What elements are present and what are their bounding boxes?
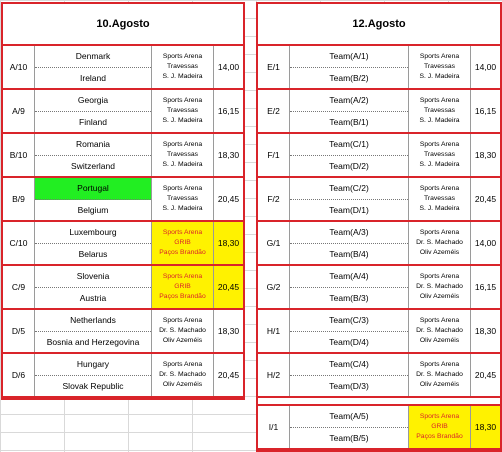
venue-line[interactable]: Oliv Azeméis [419, 337, 460, 344]
match-row [3, 90, 243, 134]
venue-line[interactable]: Oliv Azeméis [162, 337, 203, 344]
venue-line[interactable]: S. J. Madeira [419, 161, 460, 168]
match-row [258, 178, 500, 222]
venue-highlighted [409, 406, 471, 448]
venue-line[interactable]: Paços Brandão [159, 249, 206, 256]
kickoff-time[interactable]: 18,30 [471, 406, 500, 448]
venue-line[interactable]: S. J. Madeira [419, 73, 460, 80]
away-team[interactable]: Team(B/3) [329, 292, 369, 303]
venue-line[interactable]: Sports Arena [162, 185, 203, 192]
away-team[interactable]: Slovak Republic [62, 380, 124, 391]
away-team[interactable]: Team(B/4) [329, 248, 369, 259]
venue [152, 178, 214, 220]
venue [409, 46, 471, 88]
kickoff-time[interactable]: 14,00 [474, 62, 497, 72]
venue-highlighted [152, 266, 214, 308]
kickoff-time[interactable]: 14,00 [217, 62, 240, 72]
venue-line[interactable]: S. J. Madeira [419, 205, 460, 212]
home-team-selected[interactable]: Portugal [35, 178, 151, 200]
match-row [3, 222, 243, 266]
match-row [258, 134, 500, 178]
away-team[interactable]: Team(D/4) [329, 336, 369, 347]
venue-line[interactable]: Oliv Azeméis [419, 293, 460, 300]
venue-line[interactable]: Travessas [423, 195, 456, 202]
home-team[interactable]: Romania [35, 134, 151, 156]
venue-line[interactable]: Sports Arena [419, 185, 460, 192]
match-row [3, 354, 243, 398]
match-code[interactable]: D/6 [3, 354, 35, 396]
away-team[interactable]: Team(D/2) [329, 160, 369, 171]
venue-line[interactable]: Sports Arena [162, 361, 203, 368]
match-code[interactable]: H/2 [258, 354, 290, 396]
away-team[interactable]: Team(B/1) [329, 116, 369, 127]
day-title[interactable]: 10.Agosto [3, 4, 243, 46]
home-team[interactable]: Team(C/1) [290, 134, 408, 156]
away-team[interactable]: Team(D/1) [329, 204, 369, 215]
home-team[interactable]: Slovenia [35, 266, 151, 288]
venue-line[interactable]: Dr. S. Machado [416, 327, 463, 334]
venue-line[interactable]: Sports Arena [419, 53, 460, 60]
kickoff-time[interactable]: 20,45 [217, 370, 240, 380]
away-team[interactable]: Bosnia and Herzegovina [46, 336, 140, 347]
match-code[interactable]: E/2 [258, 90, 290, 132]
venue [409, 266, 471, 308]
away-team[interactable]: Switzerland [71, 160, 115, 171]
venue-line[interactable]: Sports Arena [162, 141, 203, 148]
venue [409, 222, 471, 264]
venue [152, 134, 214, 176]
match-code[interactable]: D/5 [3, 310, 35, 352]
venue-line[interactable]: Paços Brandão [159, 293, 206, 300]
match-code[interactable]: B/10 [3, 134, 35, 176]
venue-line[interactable]: GRIB [174, 283, 191, 290]
kickoff-time[interactable]: 14,00 [474, 238, 497, 248]
kickoff-time[interactable]: 16,15 [474, 106, 497, 116]
venue-line[interactable]: Sports Arena [162, 53, 203, 60]
venue-line[interactable]: Travessas [166, 63, 199, 70]
venue [409, 354, 471, 396]
venue-line[interactable]: Sports Arena [419, 229, 460, 236]
match-code[interactable]: B/9 [3, 178, 35, 220]
match-row [258, 266, 500, 310]
venue [409, 134, 471, 176]
home-team[interactable]: Team(C/4) [290, 354, 408, 376]
venue-line[interactable]: Sports Arena [419, 273, 460, 280]
away-team[interactable]: Team(D/3) [329, 380, 369, 391]
venue-line[interactable]: S. J. Madeira [162, 161, 203, 168]
home-team[interactable]: Team(A/5) [290, 406, 408, 428]
venue-line[interactable]: S. J. Madeira [162, 117, 203, 124]
venue [409, 90, 471, 132]
venue-line[interactable]: Dr. S. Machado [159, 327, 206, 334]
venue-line[interactable]: Sports Arena [162, 317, 203, 324]
match-row [3, 46, 243, 90]
kickoff-time[interactable]: 18,30 [217, 150, 240, 160]
home-team[interactable]: Team(A/2) [290, 90, 408, 112]
match-row [3, 310, 243, 354]
venue-line[interactable]: Dr. S. Machado [416, 239, 463, 246]
venue-line[interactable]: Travessas [423, 63, 456, 70]
venue-line[interactable]: Travessas [166, 151, 199, 158]
kickoff-time[interactable]: 18,30 [474, 150, 497, 160]
row-spacer [258, 398, 500, 406]
venue [409, 178, 471, 220]
venue-line[interactable]: S. J. Madeira [162, 73, 203, 80]
match-code[interactable]: I/1 [258, 406, 290, 448]
away-team[interactable]: Belarus [78, 248, 108, 259]
match-code[interactable]: E/1 [258, 46, 290, 88]
match-row [3, 134, 243, 178]
home-team[interactable]: Team(A/3) [290, 222, 408, 244]
venue-line[interactable]: S. J. Madeira [162, 205, 203, 212]
match-row [258, 354, 500, 398]
venue-highlighted [152, 222, 214, 264]
venue [152, 354, 214, 396]
venue-line[interactable]: Sports Arena [162, 229, 203, 236]
schedule-day-10-agosto [1, 2, 245, 400]
kickoff-time[interactable]: 20,45 [214, 266, 243, 308]
venue-line[interactable]: Dr. S. Machado [416, 283, 463, 290]
venue-line[interactable]: Sports Arena [162, 97, 203, 104]
kickoff-time[interactable]: 20,45 [217, 194, 240, 204]
match-row [258, 222, 500, 266]
venue-line[interactable]: Sports Arena [419, 413, 460, 420]
match-code[interactable]: C/10 [3, 222, 35, 264]
venue-line[interactable]: Travessas [423, 107, 456, 114]
match-row [258, 90, 500, 134]
venue-line[interactable]: Sports Arena [419, 361, 460, 368]
schedule-day-12-agosto [256, 2, 502, 452]
kickoff-time[interactable]: 16,15 [474, 282, 497, 292]
home-team[interactable]: Team(C/2) [290, 178, 408, 200]
match-code[interactable]: F/1 [258, 134, 290, 176]
home-team[interactable]: Team(C/3) [290, 310, 408, 332]
venue-line[interactable]: GRIB [174, 239, 191, 246]
venue-line[interactable]: Dr. S. Machado [416, 371, 463, 378]
match-code[interactable]: F/2 [258, 178, 290, 220]
kickoff-time[interactable]: 16,15 [217, 106, 240, 116]
match-code[interactable]: G/2 [258, 266, 290, 308]
match-code[interactable]: A/9 [3, 90, 35, 132]
venue-line[interactable]: Sports Arena [419, 97, 460, 104]
match-row [3, 266, 243, 310]
venue [152, 310, 214, 352]
venue-line[interactable]: Sports Arena [419, 141, 460, 148]
home-team[interactable]: Luxembourg [35, 222, 151, 244]
kickoff-time[interactable]: 18,30 [217, 326, 240, 336]
home-team[interactable]: Denmark [35, 46, 151, 68]
match-row [258, 406, 500, 450]
kickoff-time[interactable]: 18,30 [214, 222, 243, 264]
home-team[interactable]: Hungary [35, 354, 151, 376]
venue-line[interactable]: Sports Arena [162, 273, 203, 280]
away-team[interactable]: Team(B/2) [329, 72, 369, 83]
venue [409, 310, 471, 352]
match-row [258, 46, 500, 90]
kickoff-time[interactable]: 20,45 [474, 370, 497, 380]
venue-line[interactable]: Dr. S. Machado [159, 371, 206, 378]
home-team[interactable]: Georgia [35, 90, 151, 112]
venue-line[interactable]: Oliv Azeméis [162, 381, 203, 388]
away-team[interactable]: Team(B/5) [329, 432, 369, 443]
match-row [3, 178, 243, 222]
away-team[interactable]: Austria [79, 292, 107, 303]
venue-line[interactable]: Sports Arena [419, 317, 460, 324]
venue-line[interactable]: S. J. Madeira [419, 117, 460, 124]
venue-line[interactable]: Travessas [423, 151, 456, 158]
home-team[interactable]: Netherlands [35, 310, 151, 332]
match-code[interactable]: A/10 [3, 46, 35, 88]
match-code[interactable]: H/1 [258, 310, 290, 352]
match-code[interactable]: G/1 [258, 222, 290, 264]
away-team[interactable]: Belgium [77, 204, 109, 215]
venue-line[interactable]: Travessas [166, 195, 199, 202]
venue [152, 90, 214, 132]
kickoff-time[interactable]: 20,45 [474, 194, 497, 204]
venue-line[interactable]: Oliv Azeméis [419, 249, 460, 256]
kickoff-time[interactable]: 18,30 [474, 326, 497, 336]
home-team[interactable]: Team(A/4) [290, 266, 408, 288]
venue [152, 46, 214, 88]
away-team[interactable]: Ireland [80, 72, 106, 83]
venue-line[interactable]: GRIB [431, 423, 448, 430]
venue-line[interactable]: Oliv Azeméis [419, 381, 460, 388]
away-team[interactable]: Finland [79, 116, 107, 127]
match-code[interactable]: C/9 [3, 266, 35, 308]
venue-line[interactable]: Travessas [166, 107, 199, 114]
day-title[interactable]: 12.Agosto [258, 4, 500, 46]
match-row [258, 310, 500, 354]
home-team[interactable]: Team(A/1) [290, 46, 408, 68]
venue-line[interactable]: Paços Brandão [416, 433, 463, 440]
